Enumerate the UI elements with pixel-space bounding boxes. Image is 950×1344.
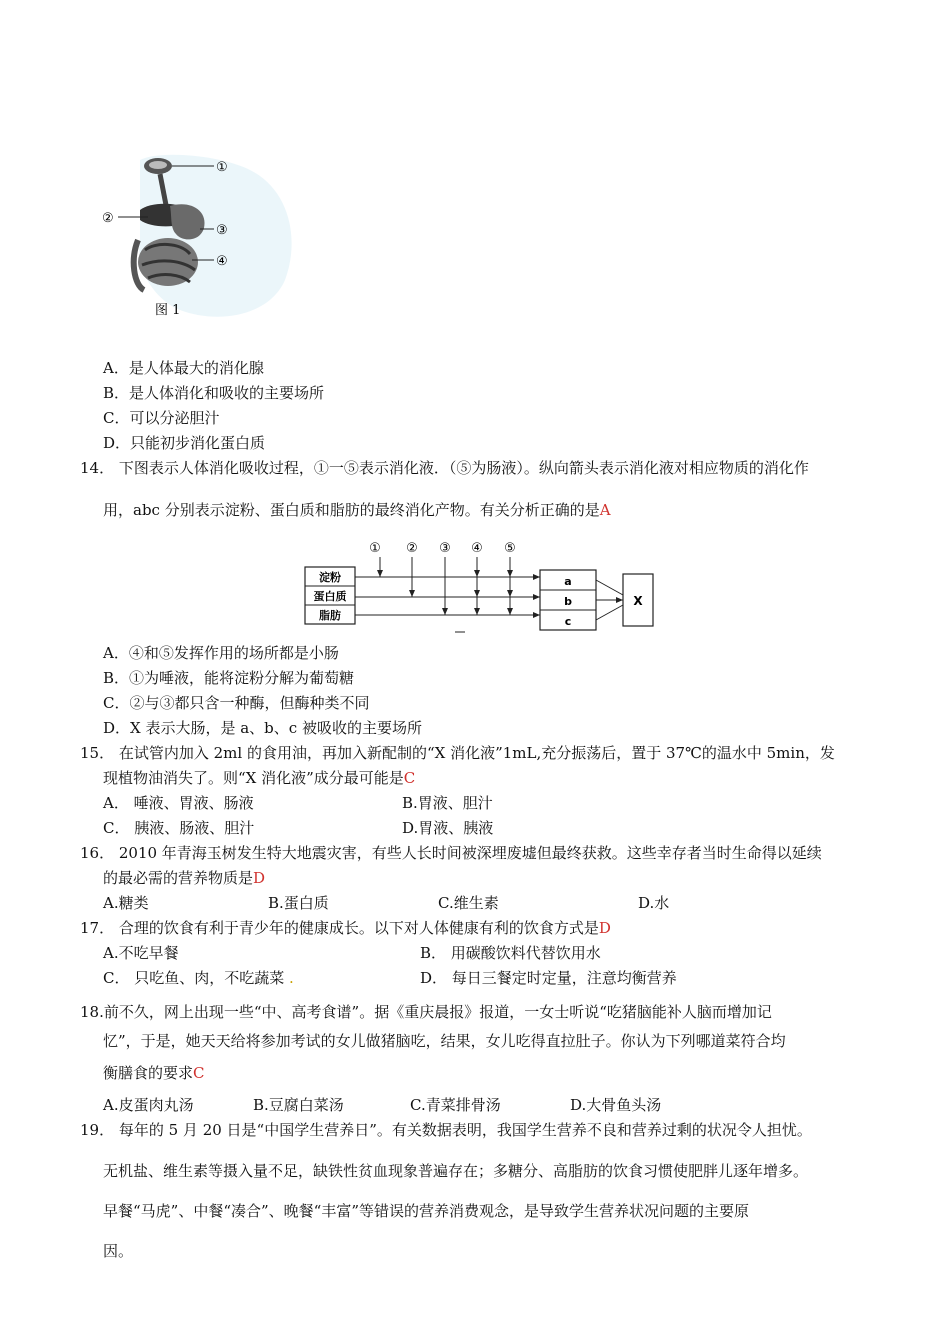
q17-option-b: B． 用碳酸饮料代替饮用水 (420, 944, 601, 962)
diagram-num-2: ② (406, 541, 418, 556)
q17-stem-text: 17． 合理的饮食有利于青少年的健康成长。以下对人体健康有利的饮食方式是 (80, 919, 599, 937)
diagram-product-a: a (564, 575, 572, 588)
q18-answer: C (193, 1064, 205, 1082)
q14-option-a: A．④和⑤发挥作用的场所都是小肠 (103, 644, 339, 662)
figure1-label-1: ① (216, 160, 228, 175)
q18-option-c: C.青菜排骨汤 (410, 1096, 501, 1114)
decorative-dot: . (289, 969, 294, 987)
q15-answer: C (403, 769, 416, 787)
diagram-product-b: b (564, 595, 572, 608)
q16-stem-text: 的最必需的营养物质是 (103, 869, 254, 887)
q16-option-d: D.水 (638, 894, 670, 912)
figure1-caption: 图 1 (155, 303, 181, 318)
q16-stem-line2 (103, 868, 265, 888)
diagram-row-fat: 脂肪 (319, 609, 341, 622)
q19-stem-line1: 19． 每年的 5 月 20 日是“中国学生营养日”。有关数据表明，我国学生营养不良和营养过剩的状况令人担忧。 (80, 1121, 812, 1139)
q19-stem-line3: 早餐“马虎”、中餐“凑合”、晚餐“丰富”等错误的营养消费观念，是导致学生营养状况问题的主要原 (103, 1202, 750, 1220)
q17-option-c-text: C． 只吃鱼、肉，不吃蔬菜 (103, 969, 285, 987)
diagram-row-starch: 淀粉 (319, 571, 341, 584)
diagram-num-1: ① (369, 541, 381, 556)
q14-stem-line2 (103, 500, 611, 520)
q18-option-a: A.皮蛋肉丸汤 (103, 1096, 194, 1114)
q14-stem-line1: 14． 下图表示人体消化吸收过程，①一⑤表示消化液．（⑤为肠液）。纵向箭头表示消化液对相应物质的消化作 (80, 459, 809, 477)
diagram-num-3: ③ (439, 541, 451, 556)
q17-option-d: D． 每日三餐定时定量，注意均衡营养 (420, 969, 677, 987)
diagram-x: X (633, 594, 643, 608)
q15-stem-line1: 15． 在试管内加入 2ml 的食用油，再加入新配制的“X 消化液”1mL,充分振荡后，置于 37℃的温水中 5min，发 (80, 744, 835, 762)
q14-option-d: D．X 表示大肠，是 a、b、c 被吸收的主要场所 (103, 719, 422, 737)
q18-stem-text: 衡膳食的要求 (103, 1064, 194, 1082)
q18-stem-line3 (103, 1063, 205, 1083)
q13-option-c: C．可以分泌胆汁 (103, 409, 220, 427)
q16-option-c: C.维生素 (438, 894, 499, 912)
q17-answer: D (598, 919, 611, 937)
q13-option-b: B．是人体消化和吸收的主要场所 (103, 384, 325, 402)
digestive-system-figure (100, 150, 305, 325)
q18-stem-line1: 18.前不久，网上出现一些“中、高考食谱”。据《重庆晨报》报道，一女士听说“吃猪脑能补人脑而增加记 (80, 1003, 772, 1021)
q19-stem-line4: 因。 (103, 1242, 134, 1260)
q15-option-a: A． 唾液、胃液、肠液 (103, 794, 254, 812)
diagram-row-protein: 蛋白质 (313, 590, 347, 603)
q13-option-d: D．只能初步消化蛋白质 (103, 434, 266, 452)
figure1-label-3: ③ (216, 223, 228, 238)
q14-option-c: C．②与③都只含一种酶，但酶种类不同 (103, 694, 370, 712)
q16-option-a: A.糖类 (103, 894, 149, 912)
q15-option-b: B.胃液、胆汁 (402, 794, 493, 812)
q18-stem-line2: 忆”，于是，她天天给将参加考试的女儿做猪脑吃，结果，女儿吃得直拉肚子。你认为下列哪道菜符合均 (103, 1032, 786, 1050)
q15-option-c: C． 胰液、肠液、胆汁 (103, 819, 255, 837)
q13-option-a: A．是人体最大的消化腺 (103, 359, 264, 377)
q15-stem-line2 (103, 768, 415, 788)
q19-stem-line2: 无机盐、维生素等摄入量不足，缺铁性贫血现象普遍存在；多糖分、高脂肪的饮食习惯使肥胖儿逐年增多。 (103, 1162, 809, 1180)
q14-answer: A (599, 501, 611, 519)
q14-stem-text: 用，abc 分别表示淀粉、蛋白质和脂肪的最终消化产物。有关分析正确的是 (103, 501, 600, 519)
digestion-process-diagram (300, 537, 660, 637)
q15-option-d: D.胃液、胰液 (402, 819, 494, 837)
q16-answer: D (253, 869, 266, 887)
q15-stem-text: 现植物油消失了。则“X 消化液”成分最可能是 (103, 769, 404, 787)
q16-option-b: B.蛋白质 (268, 894, 329, 912)
diagram-num-4: ④ (471, 541, 483, 556)
q18-option-d: D.大骨鱼头汤 (570, 1096, 662, 1114)
digestion-diagram-svg (300, 537, 660, 637)
q17-option-c (103, 968, 294, 988)
q14-option-b: B．①为唾液，能将淀粉分解为葡萄糖 (103, 669, 355, 687)
digestive-system-illustration (100, 150, 305, 325)
q17-stem-line1 (80, 918, 611, 938)
figure1-label-4: ④ (216, 254, 228, 269)
q16-stem-line1: 16． 2010 年青海玉树发生特大地震灾害，有些人长时间被深埋废墟但最终获救。这些幸存者当时生命得以延续 (80, 844, 822, 862)
figure1-label-2: ② (102, 211, 114, 226)
q17-option-a: A.不吃早餐 (103, 944, 179, 962)
diagram-num-5: ⑤ (504, 541, 516, 556)
diagram-product-c: c (564, 615, 572, 628)
q18-option-b: B.豆腐白菜汤 (253, 1096, 344, 1114)
